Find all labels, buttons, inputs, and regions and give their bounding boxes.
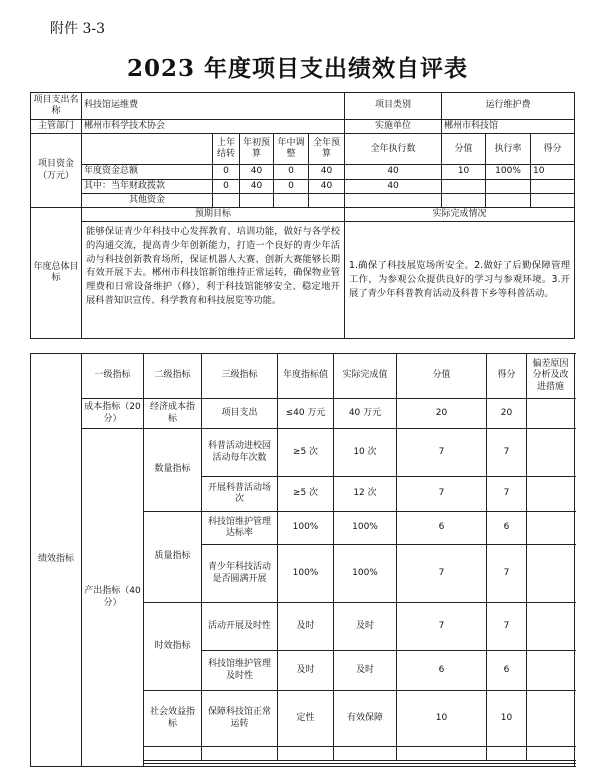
funds-fiscal-prev: 0 xyxy=(213,179,240,193)
funds-other-blank xyxy=(442,193,486,207)
timely-level3: 活动开展及时性 xyxy=(202,603,278,651)
timely-score: 6 xyxy=(487,651,527,691)
funds-total-prev: 0 xyxy=(213,165,240,179)
quantity-target: ≥5 次 xyxy=(278,477,334,512)
quality-level3: 科技馆维护管理达标率 xyxy=(202,512,278,545)
quality-value: 6 xyxy=(397,512,487,545)
funds-fiscal-executed: 40 xyxy=(345,179,442,193)
quantity-score: 7 xyxy=(487,477,527,512)
timely-level2: 时效指标 xyxy=(144,603,202,691)
funds-other-label: 其他资金 xyxy=(82,193,213,207)
quality-target: 100% xyxy=(278,512,334,545)
social-actual: 有效保障 xyxy=(334,691,397,747)
funds-header-blank xyxy=(82,134,213,165)
actual-completion-text: 1.确保了科技展览场所安全。2.做好了后勤保障管理工作，为参观公众提供良好的学习与参观环境。3.开展了青少年科普教育活动及科普下乡等科普活动。 xyxy=(345,222,575,339)
timely-value: 7 xyxy=(397,603,487,651)
table-tail-cell xyxy=(144,764,575,767)
annual-goal-label: 年度总体目标 xyxy=(31,208,82,339)
quantity-value: 7 xyxy=(397,429,487,477)
header-level2: 二级指标 xyxy=(144,354,202,399)
table-tail-cell xyxy=(487,747,527,761)
impl-unit-value: 郴州市科技馆 xyxy=(442,120,575,134)
quality-score: 6 xyxy=(487,512,527,545)
social-value: 10 xyxy=(397,691,487,747)
output-level1: 产出指标（40分） xyxy=(82,429,144,767)
quantity-level3: 科普活动进校园活动每年次数 xyxy=(202,429,278,477)
funds-other-blank xyxy=(345,193,442,207)
project-info-table xyxy=(30,92,575,339)
quality-deviation xyxy=(527,545,575,603)
cost-deviation xyxy=(527,399,575,429)
header-level1: 一级指标 xyxy=(82,354,144,399)
funds-fiscal-blank xyxy=(442,179,486,193)
funds-header-score: 得分 xyxy=(531,134,575,165)
quantity-level2: 数量指标 xyxy=(144,429,202,512)
quality-actual: 100% xyxy=(334,512,397,545)
quality-level2: 质量指标 xyxy=(144,512,202,603)
table-tail-cell xyxy=(334,747,397,761)
funds-fiscal-label: 其中：当年财政拨款 xyxy=(82,179,213,193)
table-tail-cell xyxy=(144,747,202,761)
cost-actual: 40 万元 xyxy=(334,399,397,429)
cost-value: 20 xyxy=(397,399,487,429)
quantity-deviation xyxy=(527,429,575,477)
timely-deviation xyxy=(527,651,575,691)
funds-other-blank xyxy=(213,193,240,207)
funds-label: 项目资金（万元） xyxy=(31,134,82,208)
quality-actual: 100% xyxy=(334,545,397,603)
cost-level3: 项目支出 xyxy=(202,399,278,429)
quality-score: 7 xyxy=(487,545,527,603)
funds-header-prev: 上年结转 xyxy=(213,134,240,165)
project-category-value: 运行维护费 xyxy=(442,93,575,120)
funds-other-blank xyxy=(531,193,575,207)
quantity-actual: 12 次 xyxy=(334,477,397,512)
social-level2: 社会效益指标 xyxy=(144,691,202,747)
expected-goal-header: 预期目标 xyxy=(82,208,345,222)
cost-level1: 成本指标（20分） xyxy=(82,399,144,429)
funds-header-executed: 全年执行数 xyxy=(345,134,442,165)
timely-score: 7 xyxy=(487,603,527,651)
quality-target: 100% xyxy=(278,545,334,603)
header-target: 年度指标值 xyxy=(278,354,334,399)
dept-label: 主管部门 xyxy=(31,120,82,134)
dept-value: 郴州市科学技术协会 xyxy=(82,120,345,134)
header-deviation: 偏差原因分析及改进措施 xyxy=(527,354,575,399)
funds-total-value: 10 xyxy=(442,165,486,179)
quality-level3: 青少年科技活动是否圆满开展 xyxy=(202,545,278,603)
funds-other-blank xyxy=(486,193,531,207)
table-tail-cell xyxy=(202,747,278,761)
quantity-level3: 开展科普活动场次 xyxy=(202,477,278,512)
performance-table xyxy=(30,353,575,767)
timely-target: 及时 xyxy=(278,603,334,651)
project-category-label: 项目类别 xyxy=(345,93,442,120)
social-level3: 保障科技馆正常运转 xyxy=(202,691,278,747)
funds-other-blank xyxy=(240,193,274,207)
page-title: 2023 年度项目支出绩效自评表 xyxy=(126,55,469,82)
actual-completion-header: 实际完成情况 xyxy=(345,208,575,222)
funds-fiscal-adjust: 0 xyxy=(274,179,309,193)
table-tail-cell xyxy=(278,747,334,761)
attachment-label: 附件 3-3 xyxy=(50,21,105,37)
timely-target: 及时 xyxy=(278,651,334,691)
funds-total-score: 10 xyxy=(531,165,575,179)
header-actual: 实际完成值 xyxy=(334,354,397,399)
funds-header-annual: 全年预算 xyxy=(309,134,345,165)
funds-fiscal-blank xyxy=(531,179,575,193)
funds-fiscal-initial: 40 xyxy=(240,179,274,193)
quantity-score: 7 xyxy=(487,429,527,477)
timely-value: 6 xyxy=(397,651,487,691)
funds-other-blank xyxy=(309,193,345,207)
funds-total-initial: 40 xyxy=(240,165,274,179)
cost-level2: 经济成本指标 xyxy=(144,399,202,429)
cost-target: ≤40 万元 xyxy=(278,399,334,429)
timely-actual: 及时 xyxy=(334,651,397,691)
social-deviation xyxy=(527,691,575,747)
funds-total-label: 年度资金总额 xyxy=(82,165,213,179)
cost-score: 20 xyxy=(487,399,527,429)
project-name-value: 科技馆运维费 xyxy=(82,93,345,120)
social-target: 定性 xyxy=(278,691,334,747)
impl-unit-label: 实施单位 xyxy=(345,120,442,134)
quantity-actual: 10 次 xyxy=(334,429,397,477)
timely-level3: 科技馆维护管理及时性 xyxy=(202,651,278,691)
funds-other-blank xyxy=(274,193,309,207)
quantity-target: ≥5 次 xyxy=(278,429,334,477)
header-score-value: 分值 xyxy=(397,354,487,399)
table-tail-cell xyxy=(527,747,575,761)
project-name-label: 项目支出名称 xyxy=(31,93,82,120)
funds-header-adjust: 年中调整 xyxy=(274,134,309,165)
header-score: 得分 xyxy=(487,354,527,399)
funds-total-adjust: 0 xyxy=(274,165,309,179)
table-tail-cell xyxy=(397,747,487,761)
funds-header-rate: 执行率 xyxy=(486,134,531,165)
performance-label: 绩效指标 xyxy=(31,354,82,767)
timely-deviation xyxy=(527,603,575,651)
funds-header-value: 分值 xyxy=(442,134,486,165)
funds-total-executed: 40 xyxy=(345,165,442,179)
funds-total-annual: 40 xyxy=(309,165,345,179)
funds-fiscal-annual: 40 xyxy=(309,179,345,193)
expected-goal-text: 能够保证青少年科技中心发挥教育、培训功能，做好与各学校的沟通交流，提高青少年创新能力，打造一个良好的青少年活动与科技创新教育场所，保证机器人大赛、创新大赛能够长期有效开展下去。郴州市科技馆新馆维持正常运转，确保物业管理费和日常设备维护（修），利于科技馆能够安全、稳定地开展科普知识宣传、科学教育和科技展览等功能。 xyxy=(82,222,345,339)
quantity-deviation xyxy=(527,477,575,512)
quality-value: 7 xyxy=(397,545,487,603)
social-score: 10 xyxy=(487,691,527,747)
funds-fiscal-blank xyxy=(486,179,531,193)
funds-total-rate: 100% xyxy=(486,165,531,179)
funds-header-initial: 年初预算 xyxy=(240,134,274,165)
timely-actual: 及时 xyxy=(334,603,397,651)
quality-deviation xyxy=(527,512,575,545)
quantity-value: 7 xyxy=(397,477,487,512)
header-level3: 三级指标 xyxy=(202,354,278,399)
